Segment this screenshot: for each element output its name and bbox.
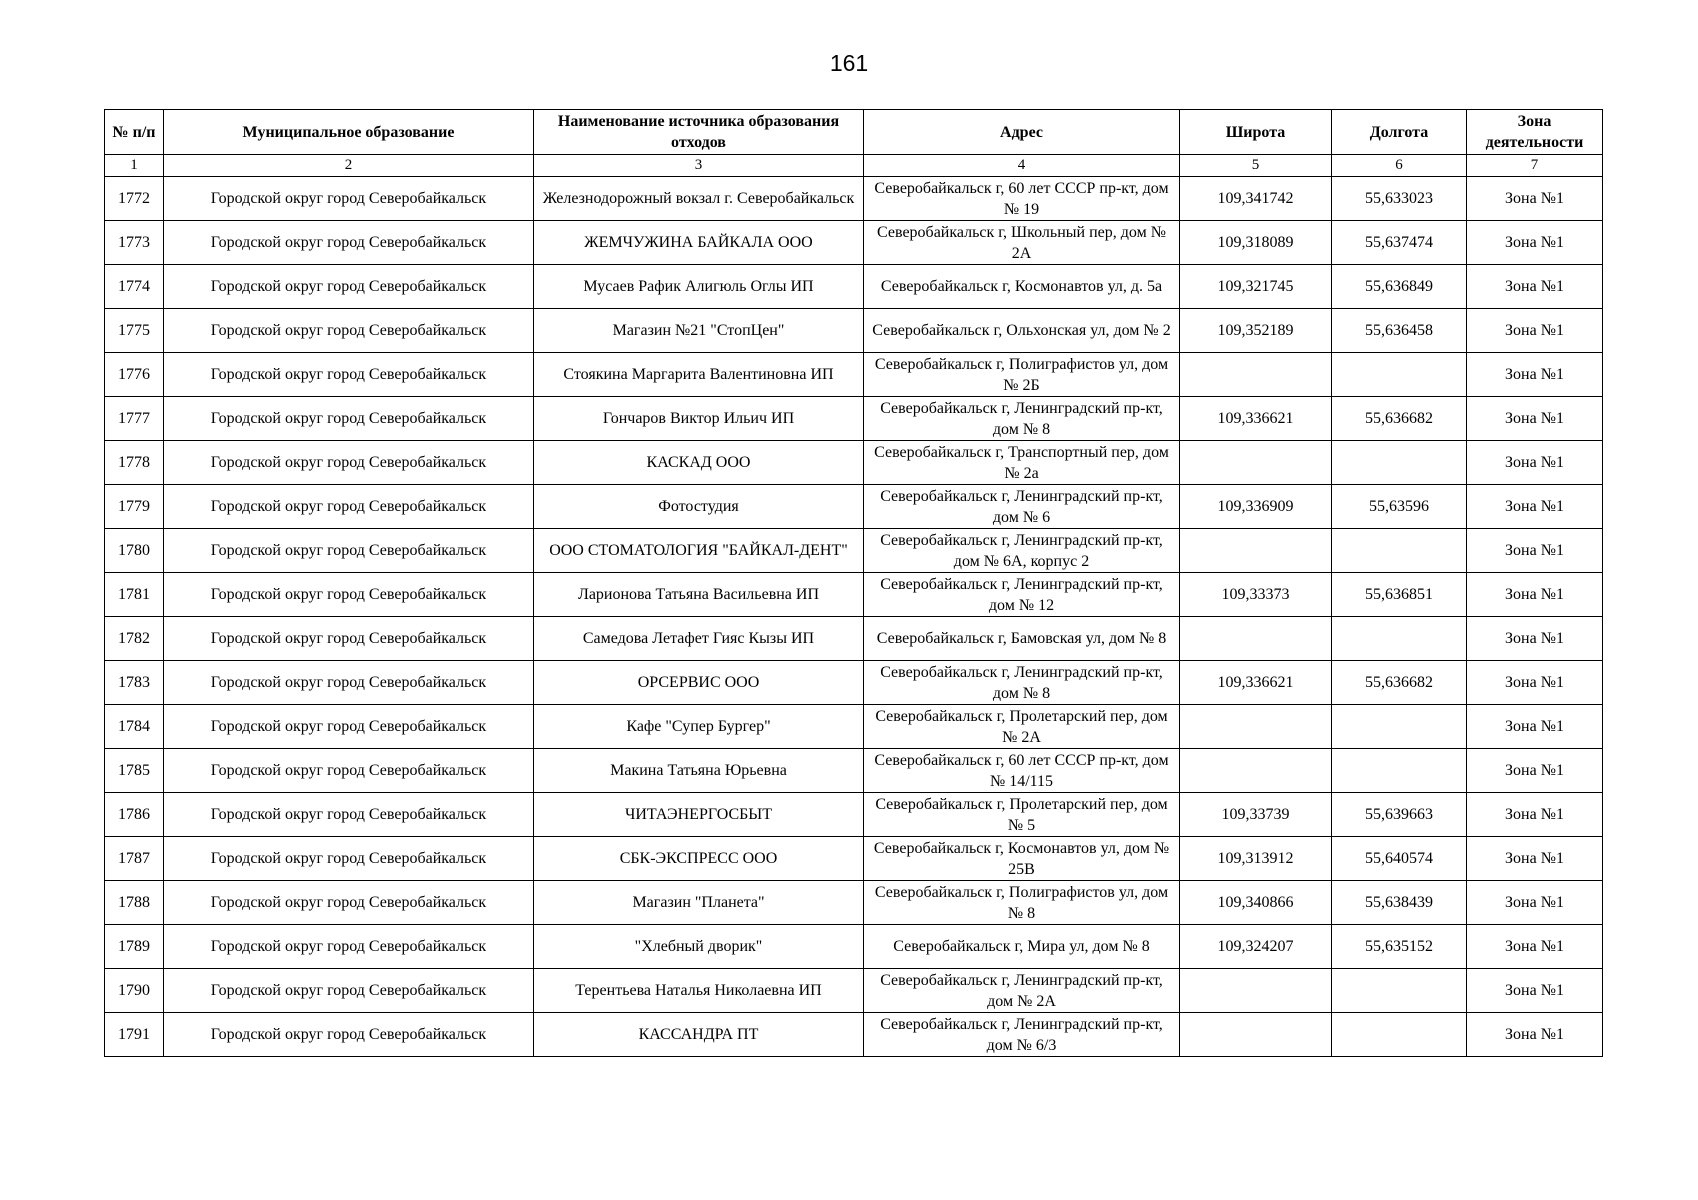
cell-address: Северобайкальск г, Бамовская ул, дом № 8 bbox=[864, 617, 1180, 661]
cell-municipality: Городской округ город Северобайкальск bbox=[164, 353, 534, 397]
cell-longitude: 55,633023 bbox=[1332, 177, 1467, 221]
table-body bbox=[105, 177, 1603, 1057]
cell-row-number: 1778 bbox=[105, 441, 164, 485]
table-row bbox=[105, 661, 1603, 705]
cell-waste-source: ОРСЕРВИС ООО bbox=[534, 661, 864, 705]
table-row bbox=[105, 485, 1603, 529]
cell-address: Северобайкальск г, Ленинградский пр-кт, дом № 6/3 bbox=[864, 1013, 1180, 1057]
header-municipality: Муниципальное образование bbox=[164, 110, 534, 155]
cell-municipality: Городской округ город Северобайкальск bbox=[164, 309, 534, 353]
table-row bbox=[105, 749, 1603, 793]
cell-waste-source: Стоякина Маргарита Валентиновна ИП bbox=[534, 353, 864, 397]
cell-address: Северобайкальск г, Космонавтов ул, д. 5а bbox=[864, 265, 1180, 309]
cell-latitude: 109,33373 bbox=[1180, 573, 1332, 617]
cell-latitude: 109,321745 bbox=[1180, 265, 1332, 309]
table-row bbox=[105, 177, 1603, 221]
cell-address: Северобайкальск г, Ленинградский пр-кт, дом № 12 bbox=[864, 573, 1180, 617]
cell-waste-source: КАССАНДРА ПТ bbox=[534, 1013, 864, 1057]
cell-latitude bbox=[1180, 353, 1332, 397]
cell-waste-source: Самедова Летафет Гияс Кызы ИП bbox=[534, 617, 864, 661]
cell-zone: Зона №1 bbox=[1467, 661, 1603, 705]
cell-municipality: Городской округ город Северобайкальск bbox=[164, 177, 534, 221]
cell-address: Северобайкальск г, 60 лет СССР пр-кт, дом № 14/115 bbox=[864, 749, 1180, 793]
cell-zone: Зона №1 bbox=[1467, 529, 1603, 573]
cell-row-number: 1775 bbox=[105, 309, 164, 353]
cell-longitude: 55,637474 bbox=[1332, 221, 1467, 265]
cell-waste-source: ЧИТАЭНЕРГОСБЫТ bbox=[534, 793, 864, 837]
cell-row-number: 1789 bbox=[105, 925, 164, 969]
cell-address: Северобайкальск г, Космонавтов ул, дом № 25В bbox=[864, 837, 1180, 881]
cell-waste-source: Кафе "Супер Бургер" bbox=[534, 705, 864, 749]
table-row bbox=[105, 793, 1603, 837]
column-number: 2 bbox=[164, 155, 534, 177]
table-row bbox=[105, 1013, 1603, 1057]
cell-row-number: 1787 bbox=[105, 837, 164, 881]
cell-zone: Зона №1 bbox=[1467, 881, 1603, 925]
cell-longitude bbox=[1332, 353, 1467, 397]
cell-address: Северобайкальск г, Пролетарский пер, дом № 5 bbox=[864, 793, 1180, 837]
cell-municipality: Городской округ город Северобайкальск bbox=[164, 441, 534, 485]
cell-municipality: Городской округ город Северобайкальск bbox=[164, 925, 534, 969]
cell-waste-source: ЖЕМЧУЖИНА БАЙКАЛА ООО bbox=[534, 221, 864, 265]
cell-municipality: Городской округ город Северобайкальск bbox=[164, 749, 534, 793]
cell-latitude bbox=[1180, 1013, 1332, 1057]
cell-longitude bbox=[1332, 1013, 1467, 1057]
cell-waste-source: СБК-ЭКСПРЕСС ООО bbox=[534, 837, 864, 881]
cell-zone: Зона №1 bbox=[1467, 353, 1603, 397]
cell-municipality: Городской округ город Северобайкальск bbox=[164, 661, 534, 705]
column-number: 7 bbox=[1467, 155, 1603, 177]
cell-row-number: 1774 bbox=[105, 265, 164, 309]
cell-zone: Зона №1 bbox=[1467, 925, 1603, 969]
cell-latitude: 109,340866 bbox=[1180, 881, 1332, 925]
cell-address: Северобайкальск г, Ленинградский пр-кт, дом № 8 bbox=[864, 397, 1180, 441]
header-zone: Зона деятельности bbox=[1467, 110, 1603, 155]
cell-municipality: Городской округ город Северобайкальск bbox=[164, 617, 534, 661]
cell-row-number: 1781 bbox=[105, 573, 164, 617]
cell-address: Северобайкальск г, Школьный пер, дом № 2А bbox=[864, 221, 1180, 265]
cell-longitude: 55,636682 bbox=[1332, 661, 1467, 705]
cell-row-number: 1777 bbox=[105, 397, 164, 441]
table-row bbox=[105, 925, 1603, 969]
cell-latitude: 109,336621 bbox=[1180, 397, 1332, 441]
cell-zone: Зона №1 bbox=[1467, 573, 1603, 617]
header-latitude: Широта bbox=[1180, 110, 1332, 155]
cell-municipality: Городской округ город Северобайкальск bbox=[164, 573, 534, 617]
cell-longitude bbox=[1332, 617, 1467, 661]
cell-address: Северобайкальск г, Ольхонская ул, дом № 2 bbox=[864, 309, 1180, 353]
cell-zone: Зона №1 bbox=[1467, 309, 1603, 353]
cell-zone: Зона №1 bbox=[1467, 617, 1603, 661]
cell-address: Северобайкальск г, Ленинградский пр-кт, дом № 6А, корпус 2 bbox=[864, 529, 1180, 573]
table-row bbox=[105, 221, 1603, 265]
cell-waste-source: Мусаев Рафик Алигюль Оглы ИП bbox=[534, 265, 864, 309]
cell-longitude bbox=[1332, 749, 1467, 793]
column-numbers-row bbox=[105, 155, 1603, 177]
table-header-row bbox=[105, 110, 1603, 155]
cell-longitude bbox=[1332, 441, 1467, 485]
cell-latitude: 109,33739 bbox=[1180, 793, 1332, 837]
cell-waste-source: "Хлебный дворик" bbox=[534, 925, 864, 969]
cell-zone: Зона №1 bbox=[1467, 265, 1603, 309]
cell-row-number: 1782 bbox=[105, 617, 164, 661]
cell-address: Северобайкальск г, Полиграфистов ул, дом № 8 bbox=[864, 881, 1180, 925]
table-row bbox=[105, 881, 1603, 925]
cell-latitude: 109,313912 bbox=[1180, 837, 1332, 881]
table-row bbox=[105, 309, 1603, 353]
cell-municipality: Городской округ город Северобайкальск bbox=[164, 485, 534, 529]
cell-municipality: Городской округ город Северобайкальск bbox=[164, 265, 534, 309]
column-number: 3 bbox=[534, 155, 864, 177]
column-number: 4 bbox=[864, 155, 1180, 177]
cell-row-number: 1776 bbox=[105, 353, 164, 397]
cell-waste-source: Гончаров Виктор Ильич ИП bbox=[534, 397, 864, 441]
cell-zone: Зона №1 bbox=[1467, 221, 1603, 265]
cell-longitude: 55,636682 bbox=[1332, 397, 1467, 441]
cell-longitude bbox=[1332, 969, 1467, 1013]
cell-zone: Зона №1 bbox=[1467, 969, 1603, 1013]
cell-municipality: Городской округ город Северобайкальск bbox=[164, 969, 534, 1013]
cell-waste-source: Фотостудия bbox=[534, 485, 864, 529]
table-row bbox=[105, 705, 1603, 749]
cell-waste-source: Магазин "Планета" bbox=[534, 881, 864, 925]
cell-latitude: 109,324207 bbox=[1180, 925, 1332, 969]
cell-municipality: Городской округ город Северобайкальск bbox=[164, 881, 534, 925]
header-row-number: № п/п bbox=[105, 110, 164, 155]
cell-row-number: 1780 bbox=[105, 529, 164, 573]
cell-zone: Зона №1 bbox=[1467, 441, 1603, 485]
cell-zone: Зона №1 bbox=[1467, 1013, 1603, 1057]
cell-row-number: 1786 bbox=[105, 793, 164, 837]
cell-zone: Зона №1 bbox=[1467, 793, 1603, 837]
table-row bbox=[105, 573, 1603, 617]
cell-zone: Зона №1 bbox=[1467, 705, 1603, 749]
cell-row-number: 1788 bbox=[105, 881, 164, 925]
cell-address: Северобайкальск г, Ленинградский пр-кт, дом № 2А bbox=[864, 969, 1180, 1013]
waste-sources-table bbox=[104, 109, 1603, 1057]
cell-waste-source: ООО СТОМАТОЛОГИЯ "БАЙКАЛ-ДЕНТ" bbox=[534, 529, 864, 573]
cell-longitude: 55,635152 bbox=[1332, 925, 1467, 969]
cell-latitude bbox=[1180, 969, 1332, 1013]
cell-longitude: 55,636849 bbox=[1332, 265, 1467, 309]
table-row bbox=[105, 441, 1603, 485]
cell-row-number: 1785 bbox=[105, 749, 164, 793]
cell-municipality: Городской округ город Северобайкальск bbox=[164, 705, 534, 749]
cell-longitude: 55,639663 bbox=[1332, 793, 1467, 837]
cell-municipality: Городской округ город Северобайкальск bbox=[164, 529, 534, 573]
page-number: 161 bbox=[829, 50, 869, 76]
cell-longitude: 55,636458 bbox=[1332, 309, 1467, 353]
table-row bbox=[105, 969, 1603, 1013]
cell-municipality: Городской округ город Северобайкальск bbox=[164, 397, 534, 441]
cell-waste-source: Ларионова Татьяна Васильевна ИП bbox=[534, 573, 864, 617]
cell-address: Северобайкальск г, Полиграфистов ул, дом № 2Б bbox=[864, 353, 1180, 397]
cell-address: Северобайкальск г, Транспортный пер, дом № 2а bbox=[864, 441, 1180, 485]
cell-waste-source: Магазин №21 "СтопЦен" bbox=[534, 309, 864, 353]
cell-municipality: Городской округ город Северобайкальск bbox=[164, 221, 534, 265]
cell-zone: Зона №1 bbox=[1467, 397, 1603, 441]
cell-latitude bbox=[1180, 441, 1332, 485]
cell-zone: Зона №1 bbox=[1467, 837, 1603, 881]
cell-row-number: 1783 bbox=[105, 661, 164, 705]
cell-row-number: 1784 bbox=[105, 705, 164, 749]
cell-latitude bbox=[1180, 617, 1332, 661]
cell-longitude: 55,636851 bbox=[1332, 573, 1467, 617]
table-row bbox=[105, 265, 1603, 309]
cell-address: Северобайкальск г, 60 лет СССР пр-кт, дом № 19 bbox=[864, 177, 1180, 221]
cell-municipality: Городской округ город Северобайкальск bbox=[164, 1013, 534, 1057]
cell-address: Северобайкальск г, Пролетарский пер, дом № 2А bbox=[864, 705, 1180, 749]
cell-latitude bbox=[1180, 749, 1332, 793]
table-row bbox=[105, 353, 1603, 397]
cell-row-number: 1779 bbox=[105, 485, 164, 529]
column-number: 1 bbox=[105, 155, 164, 177]
cell-waste-source: КАСКАД ООО bbox=[534, 441, 864, 485]
header-waste-source: Наименование источника образования отходов bbox=[534, 110, 864, 155]
cell-address: Северобайкальск г, Ленинградский пр-кт, дом № 6 bbox=[864, 485, 1180, 529]
column-number: 6 bbox=[1332, 155, 1467, 177]
header-address: Адрес bbox=[864, 110, 1180, 155]
column-number: 5 bbox=[1180, 155, 1332, 177]
cell-longitude bbox=[1332, 529, 1467, 573]
cell-zone: Зона №1 bbox=[1467, 749, 1603, 793]
cell-latitude: 109,336621 bbox=[1180, 661, 1332, 705]
cell-row-number: 1791 bbox=[105, 1013, 164, 1057]
cell-address: Северобайкальск г, Мира ул, дом № 8 bbox=[864, 925, 1180, 969]
cell-waste-source: Терентьева Наталья Николаевна ИП bbox=[534, 969, 864, 1013]
table-row bbox=[105, 837, 1603, 881]
cell-latitude: 109,318089 bbox=[1180, 221, 1332, 265]
cell-address: Северобайкальск г, Ленинградский пр-кт, дом № 8 bbox=[864, 661, 1180, 705]
cell-row-number: 1772 bbox=[105, 177, 164, 221]
cell-latitude bbox=[1180, 705, 1332, 749]
table-row bbox=[105, 529, 1603, 573]
cell-waste-source: Железнодорожный вокзал г. Северобайкальск bbox=[534, 177, 864, 221]
table-row bbox=[105, 617, 1603, 661]
cell-latitude: 109,352189 bbox=[1180, 309, 1332, 353]
cell-row-number: 1790 bbox=[105, 969, 164, 1013]
header-longitude: Долгота bbox=[1332, 110, 1467, 155]
cell-longitude: 55,640574 bbox=[1332, 837, 1467, 881]
cell-row-number: 1773 bbox=[105, 221, 164, 265]
cell-latitude: 109,341742 bbox=[1180, 177, 1332, 221]
cell-municipality: Городской округ город Северобайкальск bbox=[164, 793, 534, 837]
cell-latitude: 109,336909 bbox=[1180, 485, 1332, 529]
cell-longitude: 55,63596 bbox=[1332, 485, 1467, 529]
cell-latitude bbox=[1180, 529, 1332, 573]
cell-longitude bbox=[1332, 705, 1467, 749]
cell-longitude: 55,638439 bbox=[1332, 881, 1467, 925]
cell-zone: Зона №1 bbox=[1467, 177, 1603, 221]
cell-zone: Зона №1 bbox=[1467, 485, 1603, 529]
cell-municipality: Городской округ город Северобайкальск bbox=[164, 837, 534, 881]
table-row bbox=[105, 397, 1603, 441]
cell-waste-source: Макина Татьяна Юрьевна bbox=[534, 749, 864, 793]
